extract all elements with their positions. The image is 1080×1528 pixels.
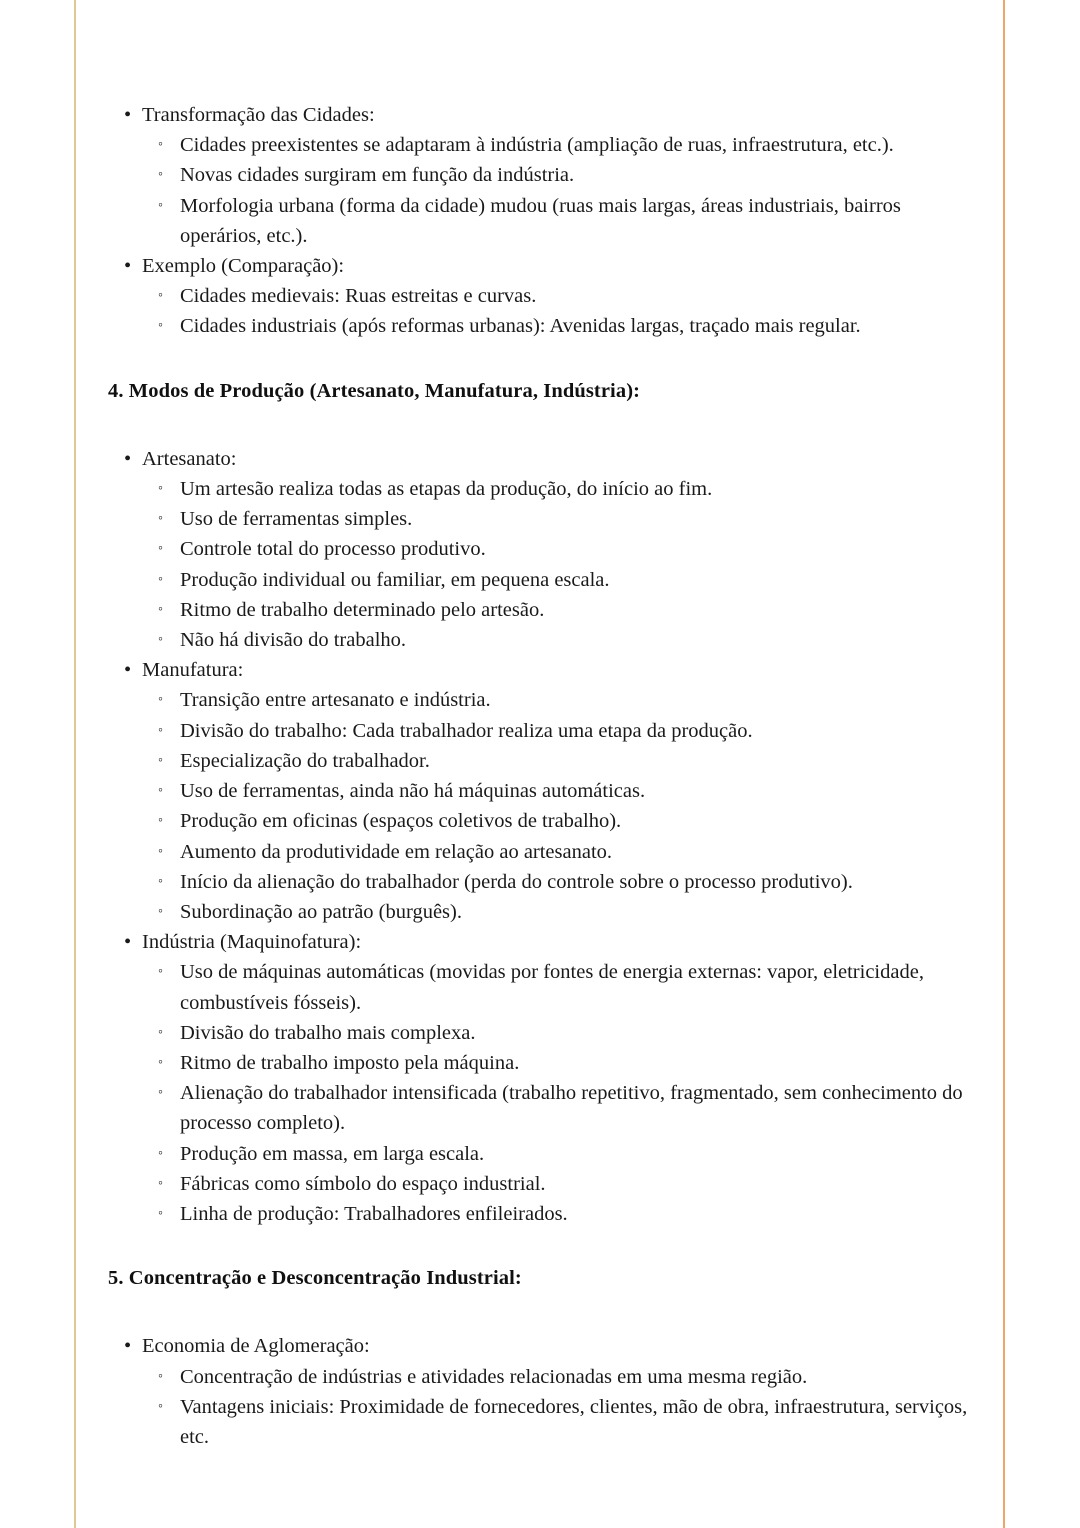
bullet-disc-icon: • — [124, 255, 132, 278]
outline-item-level2 — [142, 191, 972, 251]
outline-item-level2-text: Uso de ferramentas, ainda não há máquinas automáticas. — [180, 780, 646, 803]
bullet-circle-icon: ◦ — [158, 692, 163, 708]
outline-item-level2-text: Linha de produção: Trabalhadores enfileirados. — [180, 1202, 568, 1225]
bullet-circle-icon: ◦ — [158, 571, 163, 587]
outline-item-level2 — [142, 1392, 972, 1452]
outline-item-level2 — [142, 685, 972, 715]
outline-item-level2 — [142, 776, 972, 806]
outline-item-level2 — [142, 1199, 972, 1229]
outline-list — [108, 444, 972, 1229]
outline-item-level2 — [142, 1139, 972, 1169]
bullet-circle-icon: ◦ — [158, 964, 163, 980]
outline-item-level2 — [142, 746, 972, 776]
bullet-circle-icon: ◦ — [158, 601, 163, 617]
bullet-circle-icon: ◦ — [158, 1205, 163, 1221]
outline-sublist — [142, 957, 972, 1229]
outline-item-level1 — [108, 251, 972, 342]
outline-item-level1-label: Indústria (Maquinofatura): — [142, 931, 362, 954]
outline-item-level1 — [108, 1331, 972, 1452]
bullet-circle-icon: ◦ — [158, 783, 163, 799]
outline-item-level2-text: Morfologia urbana (forma da cidade) mudou (ruas mais largas, áreas industriais, bairros operários, etc.). — [180, 194, 901, 247]
outline-item-level2-text: Não há divisão do trabalho. — [180, 629, 407, 652]
bullet-circle-icon: ◦ — [158, 632, 163, 648]
bullet-disc-icon: • — [124, 931, 132, 954]
outline-item-level2 — [142, 595, 972, 625]
bullet-circle-icon: ◦ — [158, 722, 163, 738]
outline-list — [108, 1331, 972, 1452]
bullet-circle-icon: ◦ — [158, 903, 163, 919]
outline-item-level2-text: Novas cidades surgiram em função da indústria. — [180, 164, 575, 187]
outline-item-level2 — [142, 311, 972, 341]
bullet-circle-icon: ◦ — [158, 137, 163, 153]
outline-item-level2-text: Cidades medievais: Ruas estreitas e curvas. — [180, 285, 537, 308]
outline-item-level2 — [142, 534, 972, 564]
outline-item-level2-text: Transição entre artesanato e indústria. — [180, 689, 491, 712]
outline-item-level2 — [142, 160, 972, 190]
outline-list — [108, 100, 972, 342]
outline-item-level2-text: Alienação do trabalhador intensificada (trabalho repetitivo, fragmentado, sem conhecimento do processo completo). — [180, 1082, 963, 1135]
bullet-circle-icon: ◦ — [158, 1175, 163, 1191]
section-heading: 5. Concentração e Desconcentração Industrial: — [108, 1267, 522, 1290]
outline-item-level2 — [142, 130, 972, 160]
outline-item-level1-label: Manufatura: — [142, 659, 244, 682]
outline-item-level2-text: Uso de ferramentas simples. — [180, 508, 413, 531]
outline-item-level2-text: Início da alienação do trabalhador (perda do controle sobre o processo produtivo). — [180, 870, 853, 893]
outline-item-level2-text: Subordinação ao patrão (burguês). — [180, 900, 462, 923]
section-heading: 4. Modos de Produção (Artesanato, Manufatura, Indústria): — [108, 379, 641, 402]
bullet-circle-icon: ◦ — [158, 197, 163, 213]
outline-item-level2-text: Aumento da produtividade em relação ao artesanato. — [180, 840, 613, 863]
outline-item-level2-text: Produção individual ou familiar, em pequena escala. — [180, 568, 610, 591]
outline-item-level2-text: Controle total do processo produtivo. — [180, 538, 486, 561]
outline-item-level2 — [142, 474, 972, 504]
outline-item-level2-text: Ritmo de trabalho imposto pela máquina. — [180, 1051, 520, 1074]
outline-item-level2-text: Cidades preexistentes se adaptaram à indústria (ampliação de ruas, infraestrutura, etc.). — [180, 134, 894, 157]
outline-item-level2 — [142, 897, 972, 927]
outline-item-level2 — [142, 837, 972, 867]
outline-item-level2 — [142, 1018, 972, 1048]
outline-item-level2 — [142, 625, 972, 655]
outline-item-level2 — [142, 1078, 972, 1138]
bullet-circle-icon: ◦ — [158, 1054, 163, 1070]
outline-item-level2-text: Vantagens iniciais: Proximidade de fornecedores, clientes, mão de obra, infraestrutura, serviços, etc. — [180, 1395, 968, 1448]
outline-sublist — [142, 130, 972, 251]
bullet-circle-icon: ◦ — [158, 481, 163, 497]
outline-item-level1-label: Artesanato: — [142, 447, 237, 470]
outline-item-level1 — [108, 444, 972, 655]
bullet-disc-icon: • — [124, 104, 132, 126]
outline-item-level1 — [108, 927, 972, 1229]
outline-sublist — [142, 281, 972, 341]
bullet-circle-icon: ◦ — [158, 1145, 163, 1161]
outline-item-level2-text: Produção em oficinas (espaços coletivos de trabalho). — [180, 810, 622, 833]
outline-item-level2-text: Divisão do trabalho mais complexa. — [180, 1021, 476, 1044]
bullet-disc-icon: • — [124, 659, 132, 682]
outline-item-level2-text: Divisão do trabalho: Cada trabalhador realiza uma etapa da produção. — [180, 719, 753, 742]
bullet-circle-icon: ◦ — [158, 843, 163, 859]
outline-item-level1-label: Transformação das Cidades: — [142, 104, 375, 126]
outline-item-level2 — [142, 957, 972, 1017]
bullet-circle-icon: ◦ — [158, 752, 163, 768]
outline-item-level2-text: Fábricas como símbolo do espaço industrial. — [180, 1172, 546, 1195]
section-heading-wrapper — [108, 1265, 972, 1291]
outline-item-level1 — [108, 655, 972, 927]
outline-item-level2 — [142, 716, 972, 746]
bullet-circle-icon: ◦ — [158, 813, 163, 829]
bullet-circle-icon: ◦ — [158, 511, 163, 527]
outline-item-level2 — [142, 867, 972, 897]
outline-item-level2 — [142, 565, 972, 595]
outline-item-level2-text: Produção em massa, em larga escala. — [180, 1142, 485, 1165]
outline-item-level2 — [142, 806, 972, 836]
bullet-circle-icon: ◦ — [158, 167, 163, 183]
outline-item-level2-text: Ritmo de trabalho determinado pelo artesão. — [180, 598, 545, 621]
outline-item-level2-text: Cidades industriais (após reformas urbanas): Avenidas largas, traçado mais regular. — [180, 315, 861, 338]
outline-item-level2-text: Um artesão realiza todas as etapas da produção, do início ao fim. — [180, 478, 713, 501]
outline-item-level1-label: Exemplo (Comparação): — [142, 255, 345, 278]
outline-sublist — [142, 1362, 972, 1453]
outline-item-level2-text: Uso de máquinas automáticas (movidas por fontes de energia externas: vapor, eletricidade, combustíveis fósseis). — [180, 961, 924, 1014]
outline-item-level2 — [142, 1048, 972, 1078]
outline-item-level2 — [142, 281, 972, 311]
bullet-circle-icon: ◦ — [158, 1398, 163, 1414]
outline-item-level1-label: Economia de Aglomeração: — [142, 1335, 370, 1358]
outline-item-level2-text: Especialização do trabalhador. — [180, 749, 430, 772]
outline-sublist — [142, 474, 972, 655]
bullet-circle-icon: ◦ — [158, 288, 163, 304]
bullet-circle-icon: ◦ — [158, 318, 163, 334]
bullet-disc-icon: • — [124, 1335, 132, 1358]
outline-sublist — [142, 685, 972, 927]
outline-item-level2 — [142, 504, 972, 534]
bullet-circle-icon: ◦ — [158, 873, 163, 889]
bullet-disc-icon: • — [124, 447, 132, 470]
bullet-circle-icon: ◦ — [158, 1024, 163, 1040]
bullet-circle-icon: ◦ — [158, 1085, 163, 1101]
outline-item-level2-text: Concentração de indústrias e atividades relacionadas em uma mesma região. — [180, 1365, 808, 1388]
outline-item-level2 — [142, 1362, 972, 1392]
document-body — [108, 100, 972, 1452]
bullet-circle-icon: ◦ — [158, 1368, 163, 1384]
outline-item-level2 — [142, 1169, 972, 1199]
section-heading-wrapper — [108, 378, 972, 404]
outline-item-level1 — [108, 100, 972, 251]
bullet-circle-icon: ◦ — [158, 541, 163, 557]
